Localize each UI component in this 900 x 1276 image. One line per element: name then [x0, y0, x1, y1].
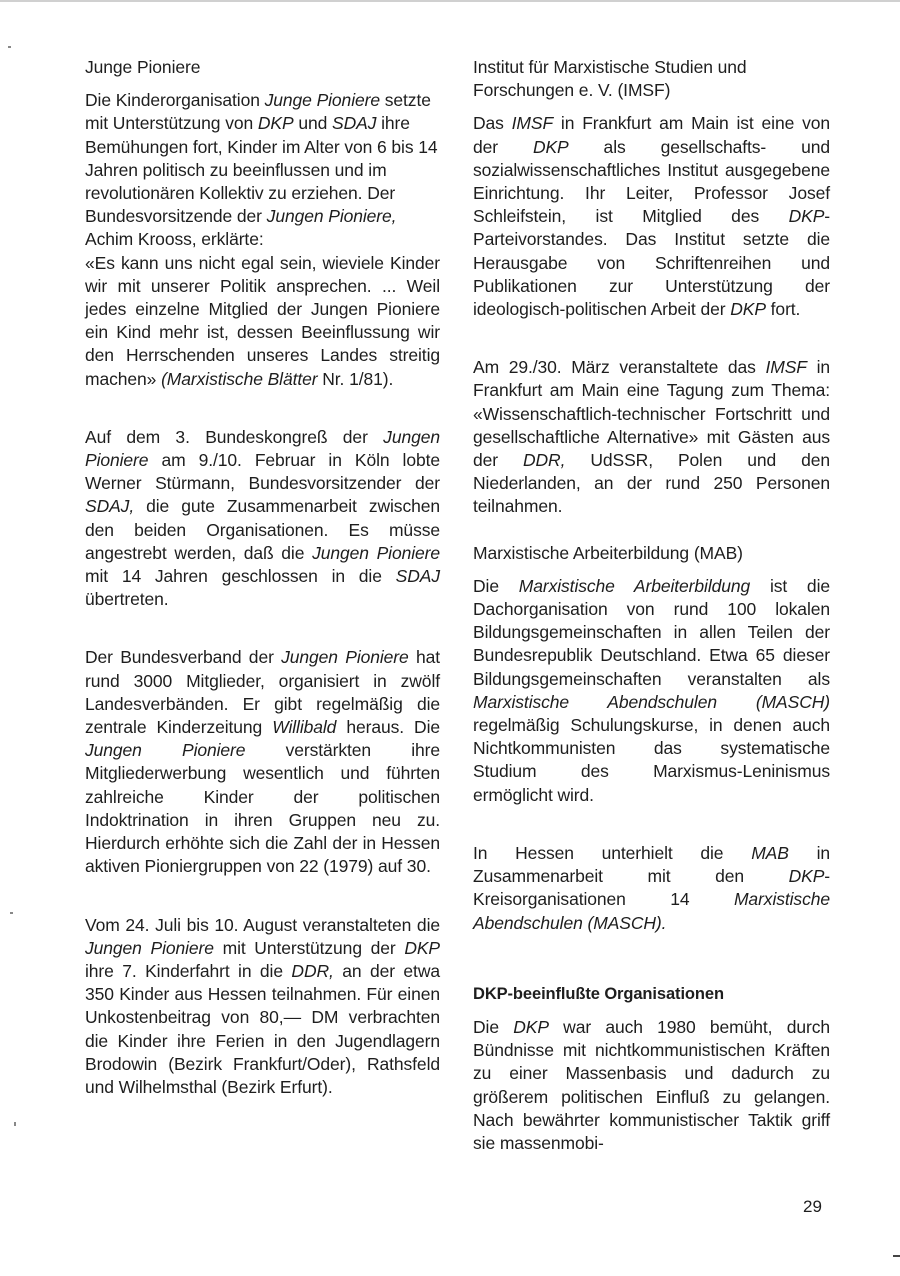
paragraph: Die DKP war auch 1980 bemüht, durch Bündnisse mit nichtkommunistischen Kräften zu einer Massenbasis und dadurch zu größerem politischen Einfluß zu gelangen. Nach bewährter kommunistischer Taktik griff sie massenmobi- [473, 1016, 830, 1153]
scan-speck [10, 912, 13, 914]
paragraph: Das IMSF in Frankfurt am Main ist eine von der DKP als gesellschafts- und sozialwissenschaftliches Institut ausgegebene Einrichtung. Ihr Leiter, Professor Josef Schleifstein, ist Mitglied des DKP-Parteivorstandes. Das Institut setzte die Herausgabe von Schriftenreihen und Publikationen zur Unterstützung der ideologisch-politischen Arbeit der DKP fort. [473, 113, 830, 320]
left-column [85, 56, 440, 1099]
top-rule [0, 0, 900, 2]
section-heading-imsf: Institut für Marxistische Studien und Forschungen e. V. (IMSF) [473, 57, 747, 101]
paragraph: Vom 24. Juli bis 10. August veranstalteten die Jungen Pioniere mit Unterstützung der DKP ihre 7. Kinderfahrt in die DDR, an der etwa 350 Kinder aus Hessen teilnahmen. Für einen Unkostenbeitrag von 80,— DM verbrachten die Kinder ihre Ferien in den Jugendlagern Brodowin (Bezirk Frankfurt/Oder), Rathsfeld und Wilhelmsthal (Bezirk Erfurt). [85, 914, 440, 1097]
page-number: 29 [803, 1197, 822, 1216]
paragraph: Die Marxistische Arbeiterbildung ist die Dachorganisation von rund 100 lokalen Bildungsgemeinschaften in allen Teilen der Bundesrepublik Deutschland. Etwa 65 dieser Bildungsgemeinschaften veranstalten als Marxistische Abendschulen (MASCH) regelmäßig Schulungskurse, in denen auch Nichtkommunisten das systematische Studium des Marxismus-Leninismus ermöglicht wird. [473, 575, 830, 805]
section-heading-mab: Marxistische Arbeiterbildung (MAB) [473, 542, 743, 563]
paragraph: Der Bundesverband der Jungen Pioniere hat rund 3000 Mitglieder, organisiert in zwölf Landesverbänden. Er gibt regelmäßig die zentrale Kinderzeitung Willibald heraus. Die Jungen Pioniere verstärkten ihre Mitgliederwerbung wesentlich und führten zahlreiche Kinder der politischen Indoktrination in ihren Gruppen neu zu. Hierdurch erhöhte sich die Zahl der in Hessen aktiven Pioniergruppen von 22 (1979) auf 30. [85, 647, 441, 877]
right-column [473, 56, 830, 1155]
paragraph: In Hessen unterhielt die MAB in Zusammenarbeit mit den DKP-Kreisorganisationen 14 Marxistische Abendschulen (MASCH). [473, 842, 830, 933]
quote-paragraph: «Es kann uns nicht egal sein, wieviele Kinder wir mit unserer Politik ansprechen. ... Weil jedes einzelne Mitglied der Jungen Pioniere ein Kind mehr ist, dessen Beeinflussung wir den Herrschenden unseres Landes streitig machen» (Marxistische Blätter Nr. 1/81). [85, 252, 440, 389]
edge-mark [893, 1255, 900, 1257]
paragraph: Die Kinderorganisation Junge Pioniere setzte mit Unterstützung von DKP und SDAJ ihre Bemühungen fort, Kinder im Alter von 6 bis 14 Jahren politisch zu beeinflussen und im revolutionären Kollektiv zu erziehen. Der Bundesvorsitzende der Jungen Pioniere, Achim Krooss, erklärte: [85, 90, 438, 250]
paragraph: Auf dem 3. Bundeskongreß der Jungen Pioniere am 9./10. Februar in Köln lobte Werner Stürmann, Bundesvorsitzender der SDAJ, die gute Zusammenarbeit zwischen den beiden Organisationen. Es müsse angestrebt werden, daß die Jungen Pioniere mit 14 Jahren geschlossen in die SDAJ übertreten. [85, 426, 441, 610]
section-heading-junge-pioniere: Junge Pioniere [85, 57, 201, 77]
paragraph: Am 29./30. März veranstaltete das IMSF in Frankfurt am Main eine Tagung zum Thema: «Wissenschaftlich-technischer Fortschritt und gesellschaftliche Alternative» mit Gästen aus der DDR, UdSSR, Polen und den Niederlanden, an der rund 250 Personen teilnahmen. [473, 357, 830, 517]
section-heading-dkp-organisationen: DKP-beeinflußte Organisationen [473, 984, 724, 1003]
scan-speck [8, 46, 11, 48]
scan-speck [14, 1122, 16, 1126]
